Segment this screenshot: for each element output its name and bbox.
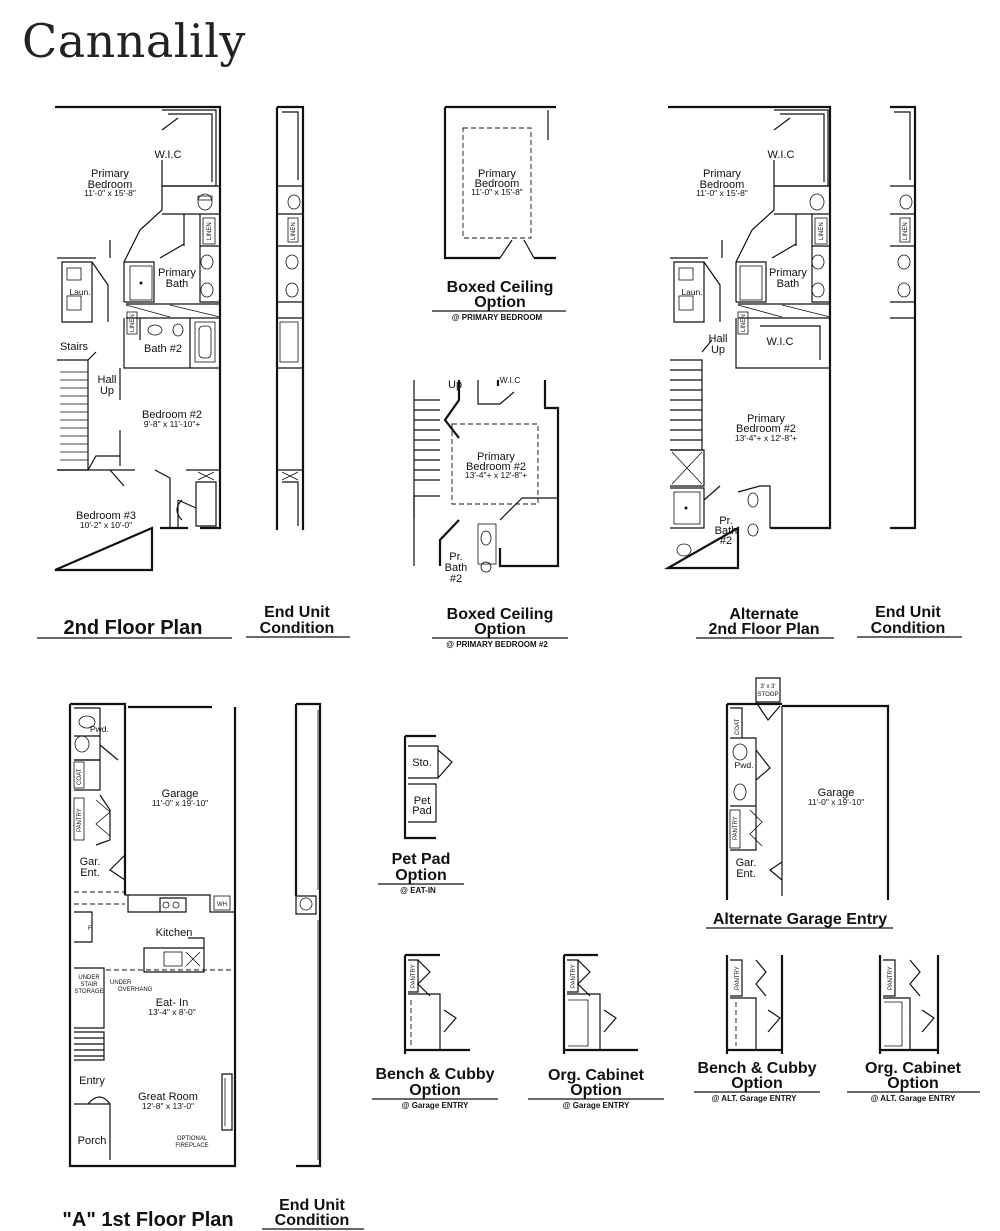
second-floor-plan-title: 2nd Floor Plan [63, 617, 203, 639]
svg-text:Bath: Bath [776, 278, 800, 290]
pet-pad-option [405, 736, 452, 838]
svg-text:Pad: Pad [412, 805, 432, 817]
bath-2-label: Bath #2 [144, 343, 182, 355]
hall-up-label: Up [99, 385, 115, 397]
svg-text:Condition: Condition [259, 620, 335, 637]
svg-text:Pet Pad: Pet Pad [391, 851, 451, 868]
svg-text:11'-0" x 15'-8": 11'-0" x 15'-8" [696, 188, 748, 198]
org-cabinet-option-1 [564, 955, 638, 1054]
svg-text:@ Garage ENTRY: @ Garage ENTRY [562, 1101, 630, 1110]
svg-text:Option: Option [395, 867, 447, 884]
svg-text:OPTIONAL: OPTIONAL [176, 1136, 208, 1142]
svg-text:13'-4"+ x 12'-8"+: 13'-4"+ x 12'-8"+ [464, 470, 528, 480]
svg-text:Kitchen: Kitchen [155, 927, 193, 939]
svg-text:11'-0" x 19'-10": 11'-0" x 19'-10" [151, 798, 209, 808]
svg-text:PANTRY: PANTRY [411, 964, 417, 988]
hall-label: Hall [97, 374, 117, 386]
svg-text:FIREPLACE: FIREPLACE [175, 1143, 209, 1149]
svg-text:Up: Up [448, 379, 463, 391]
end-unit-strip-top-2 [890, 107, 915, 528]
svg-text:LINEN: LINEN [903, 222, 909, 240]
svg-text:STOOP: STOOP [757, 692, 779, 698]
bedroom-2-dimensions: 9'-8" x 11'-10"+ [143, 419, 201, 429]
boxed-ceiling-option-2 [414, 375, 558, 585]
svg-text:Up: Up [710, 344, 726, 356]
primary-bedroom-dimensions: 11'-0" x 15'-8" [84, 188, 136, 198]
svg-text:Primary: Primary [747, 413, 785, 425]
primary-bedroom-label-2: Bedroom [87, 179, 133, 191]
svg-text:Bedroom: Bedroom [474, 178, 520, 190]
svg-text:12'-8" x 13'-0": 12'-8" x 13'-0" [141, 1101, 195, 1111]
svg-text:STAIR: STAIR [80, 982, 98, 988]
svg-text:Option: Option [474, 621, 526, 638]
svg-text:W.I.C: W.I.C [499, 375, 521, 385]
svg-text:Option: Option [570, 1082, 622, 1099]
org-cabinet-option-2 [880, 955, 938, 1054]
svg-text:Primary: Primary [478, 168, 516, 180]
svg-text:11'-0" x 15'-8": 11'-0" x 15'-8" [471, 187, 523, 197]
svg-text:OVERHANG: OVERHANG [118, 987, 153, 993]
first-floor-plan [70, 704, 235, 1166]
svg-text:COAT: COAT [77, 768, 83, 785]
primary-bedroom-label: Primary [91, 168, 129, 180]
svg-text:Org. Cabinet: Org. Cabinet [864, 1060, 962, 1077]
svg-text:Hall: Hall [708, 333, 728, 345]
svg-text:PANTRY: PANTRY [888, 966, 894, 990]
svg-text:@ ALT. Garage ENTRY: @ ALT. Garage ENTRY [870, 1094, 956, 1103]
svg-text:Eat- In: Eat- In [155, 997, 189, 1009]
svg-text:2nd Floor Plan: 2nd Floor Plan [708, 621, 820, 638]
svg-text:PANTRY: PANTRY [735, 966, 741, 990]
svg-text:Pwd.: Pwd. [90, 724, 109, 734]
svg-text:Garage: Garage [817, 787, 855, 799]
primary-bath-label: Primary [158, 267, 196, 279]
laundry-label: Laun. [69, 287, 91, 297]
bedroom-3-dimensions: 10'-2" x 10'-0" [79, 520, 133, 530]
svg-text:Entry: Entry [79, 1075, 105, 1087]
svg-text:Ent.: Ent. [736, 868, 756, 880]
svg-text:13'-4"+ x 12'-8"+: 13'-4"+ x 12'-8"+ [734, 433, 798, 443]
second-floor-plan [55, 107, 220, 570]
svg-text:Primary: Primary [477, 451, 515, 463]
svg-text:@ Garage ENTRY: @ Garage ENTRY [401, 1101, 469, 1110]
alternate-garage-entry [727, 678, 888, 900]
svg-text:PANTRY: PANTRY [733, 816, 739, 840]
wic-label: W.I.C [154, 149, 182, 161]
svg-text:Bath: Bath [444, 562, 468, 574]
svg-text:@ EAT-IN: @ EAT-IN [400, 886, 436, 895]
svg-text:Boxed Ceiling: Boxed Ceiling [446, 606, 554, 623]
svg-text:@ ALT. Garage ENTRY: @ ALT. Garage ENTRY [711, 1094, 797, 1103]
svg-text:13'-4" x 8'-0": 13'-4" x 8'-0" [148, 1007, 196, 1017]
svg-text:LINEN: LINEN [819, 222, 825, 240]
svg-text:#2: #2 [449, 573, 463, 585]
svg-text:Boxed Ceiling: Boxed Ceiling [446, 279, 554, 296]
first-floor-plan-title: "A" 1st Floor Plan [62, 1209, 234, 1231]
svg-text:End Unit: End Unit [264, 604, 330, 621]
svg-text:Bench & Cubby: Bench & Cubby [375, 1066, 495, 1083]
svg-text:Gar.: Gar. [79, 856, 101, 868]
svg-text:W.I.C: W.I.C [767, 149, 795, 161]
svg-text:@ PRIMARY BEDROOM: @ PRIMARY BEDROOM [451, 313, 543, 322]
bedroom-3-label: Bedroom #3 [76, 510, 136, 522]
svg-text:End Unit: End Unit [279, 1197, 345, 1214]
svg-text:Bedroom #2: Bedroom #2 [466, 461, 526, 473]
svg-text:Org. Cabinet: Org. Cabinet [547, 1067, 645, 1084]
svg-text:W.I.C: W.I.C [766, 336, 794, 348]
svg-text:11'-0" x 19'-10": 11'-0" x 19'-10" [807, 797, 865, 807]
svg-text:Option: Option [887, 1075, 939, 1092]
svg-text:Primary: Primary [703, 168, 741, 180]
end-unit-strip-top-1 [277, 107, 303, 530]
linen-label-2: LINEN [130, 314, 136, 332]
svg-text:Bedroom: Bedroom [699, 179, 745, 191]
svg-text:Primary: Primary [769, 267, 807, 279]
boxed-ceiling-option [445, 107, 556, 258]
svg-text:Great Room: Great Room [138, 1091, 198, 1103]
svg-text:UNDER: UNDER [110, 980, 132, 986]
bedroom-2-label: Bedroom #2 [142, 409, 202, 421]
svg-text:Pwd.: Pwd. [734, 760, 754, 770]
svg-text:STORAGE: STORAGE [74, 989, 104, 995]
alternate-second-floor-plan [668, 107, 830, 568]
svg-text:3' x 3': 3' x 3' [760, 684, 776, 690]
svg-text:Gar.: Gar. [735, 857, 757, 869]
svg-text:Option: Option [731, 1075, 783, 1092]
svg-text:Laun.: Laun. [681, 287, 703, 297]
svg-text:WH: WH [217, 902, 227, 908]
bench-cubby-option-2 [727, 955, 782, 1054]
svg-text:Ent.: Ent. [80, 867, 100, 879]
svg-text:Alternate: Alternate [729, 606, 799, 623]
svg-text:PANTRY: PANTRY [77, 808, 83, 832]
svg-text:UNDER: UNDER [78, 975, 100, 981]
bench-cubby-option-1 [405, 955, 470, 1054]
svg-text:Alternate Garage Entry: Alternate Garage Entry [712, 911, 888, 928]
brand-title: Cannalily [22, 14, 246, 68]
svg-text:F: F [88, 926, 92, 932]
svg-text:Option: Option [474, 294, 526, 311]
svg-text:Condition: Condition [870, 620, 946, 637]
svg-text:#2: #2 [719, 535, 733, 547]
end-unit-strip-bottom [296, 704, 320, 1166]
svg-text:PANTRY: PANTRY [571, 964, 577, 988]
linen-label: LINEN [207, 222, 213, 240]
svg-text:LINEN: LINEN [291, 222, 297, 240]
svg-text:Option: Option [409, 1082, 461, 1099]
svg-text:Porch: Porch [77, 1135, 107, 1147]
svg-text:@ PRIMARY BEDROOM #2: @ PRIMARY BEDROOM #2 [446, 640, 548, 649]
svg-text:COAT: COAT [735, 718, 741, 735]
svg-text:LINEN: LINEN [741, 314, 747, 332]
primary-bath-label-2: Bath [165, 278, 189, 290]
svg-text:Pr.: Pr. [719, 515, 733, 527]
svg-text:Condition: Condition [274, 1212, 350, 1229]
svg-text:Bath: Bath [714, 525, 738, 537]
svg-text:Pet: Pet [413, 795, 431, 807]
svg-text:Bedroom #2: Bedroom #2 [736, 423, 796, 435]
stairs-label: Stairs [59, 341, 89, 353]
svg-text:Bench & Cubby: Bench & Cubby [697, 1060, 817, 1077]
svg-text:Garage: Garage [161, 788, 199, 800]
svg-text:Sto.: Sto. [412, 757, 432, 769]
svg-text:End Unit: End Unit [875, 604, 941, 621]
svg-text:Pr.: Pr. [449, 551, 463, 563]
